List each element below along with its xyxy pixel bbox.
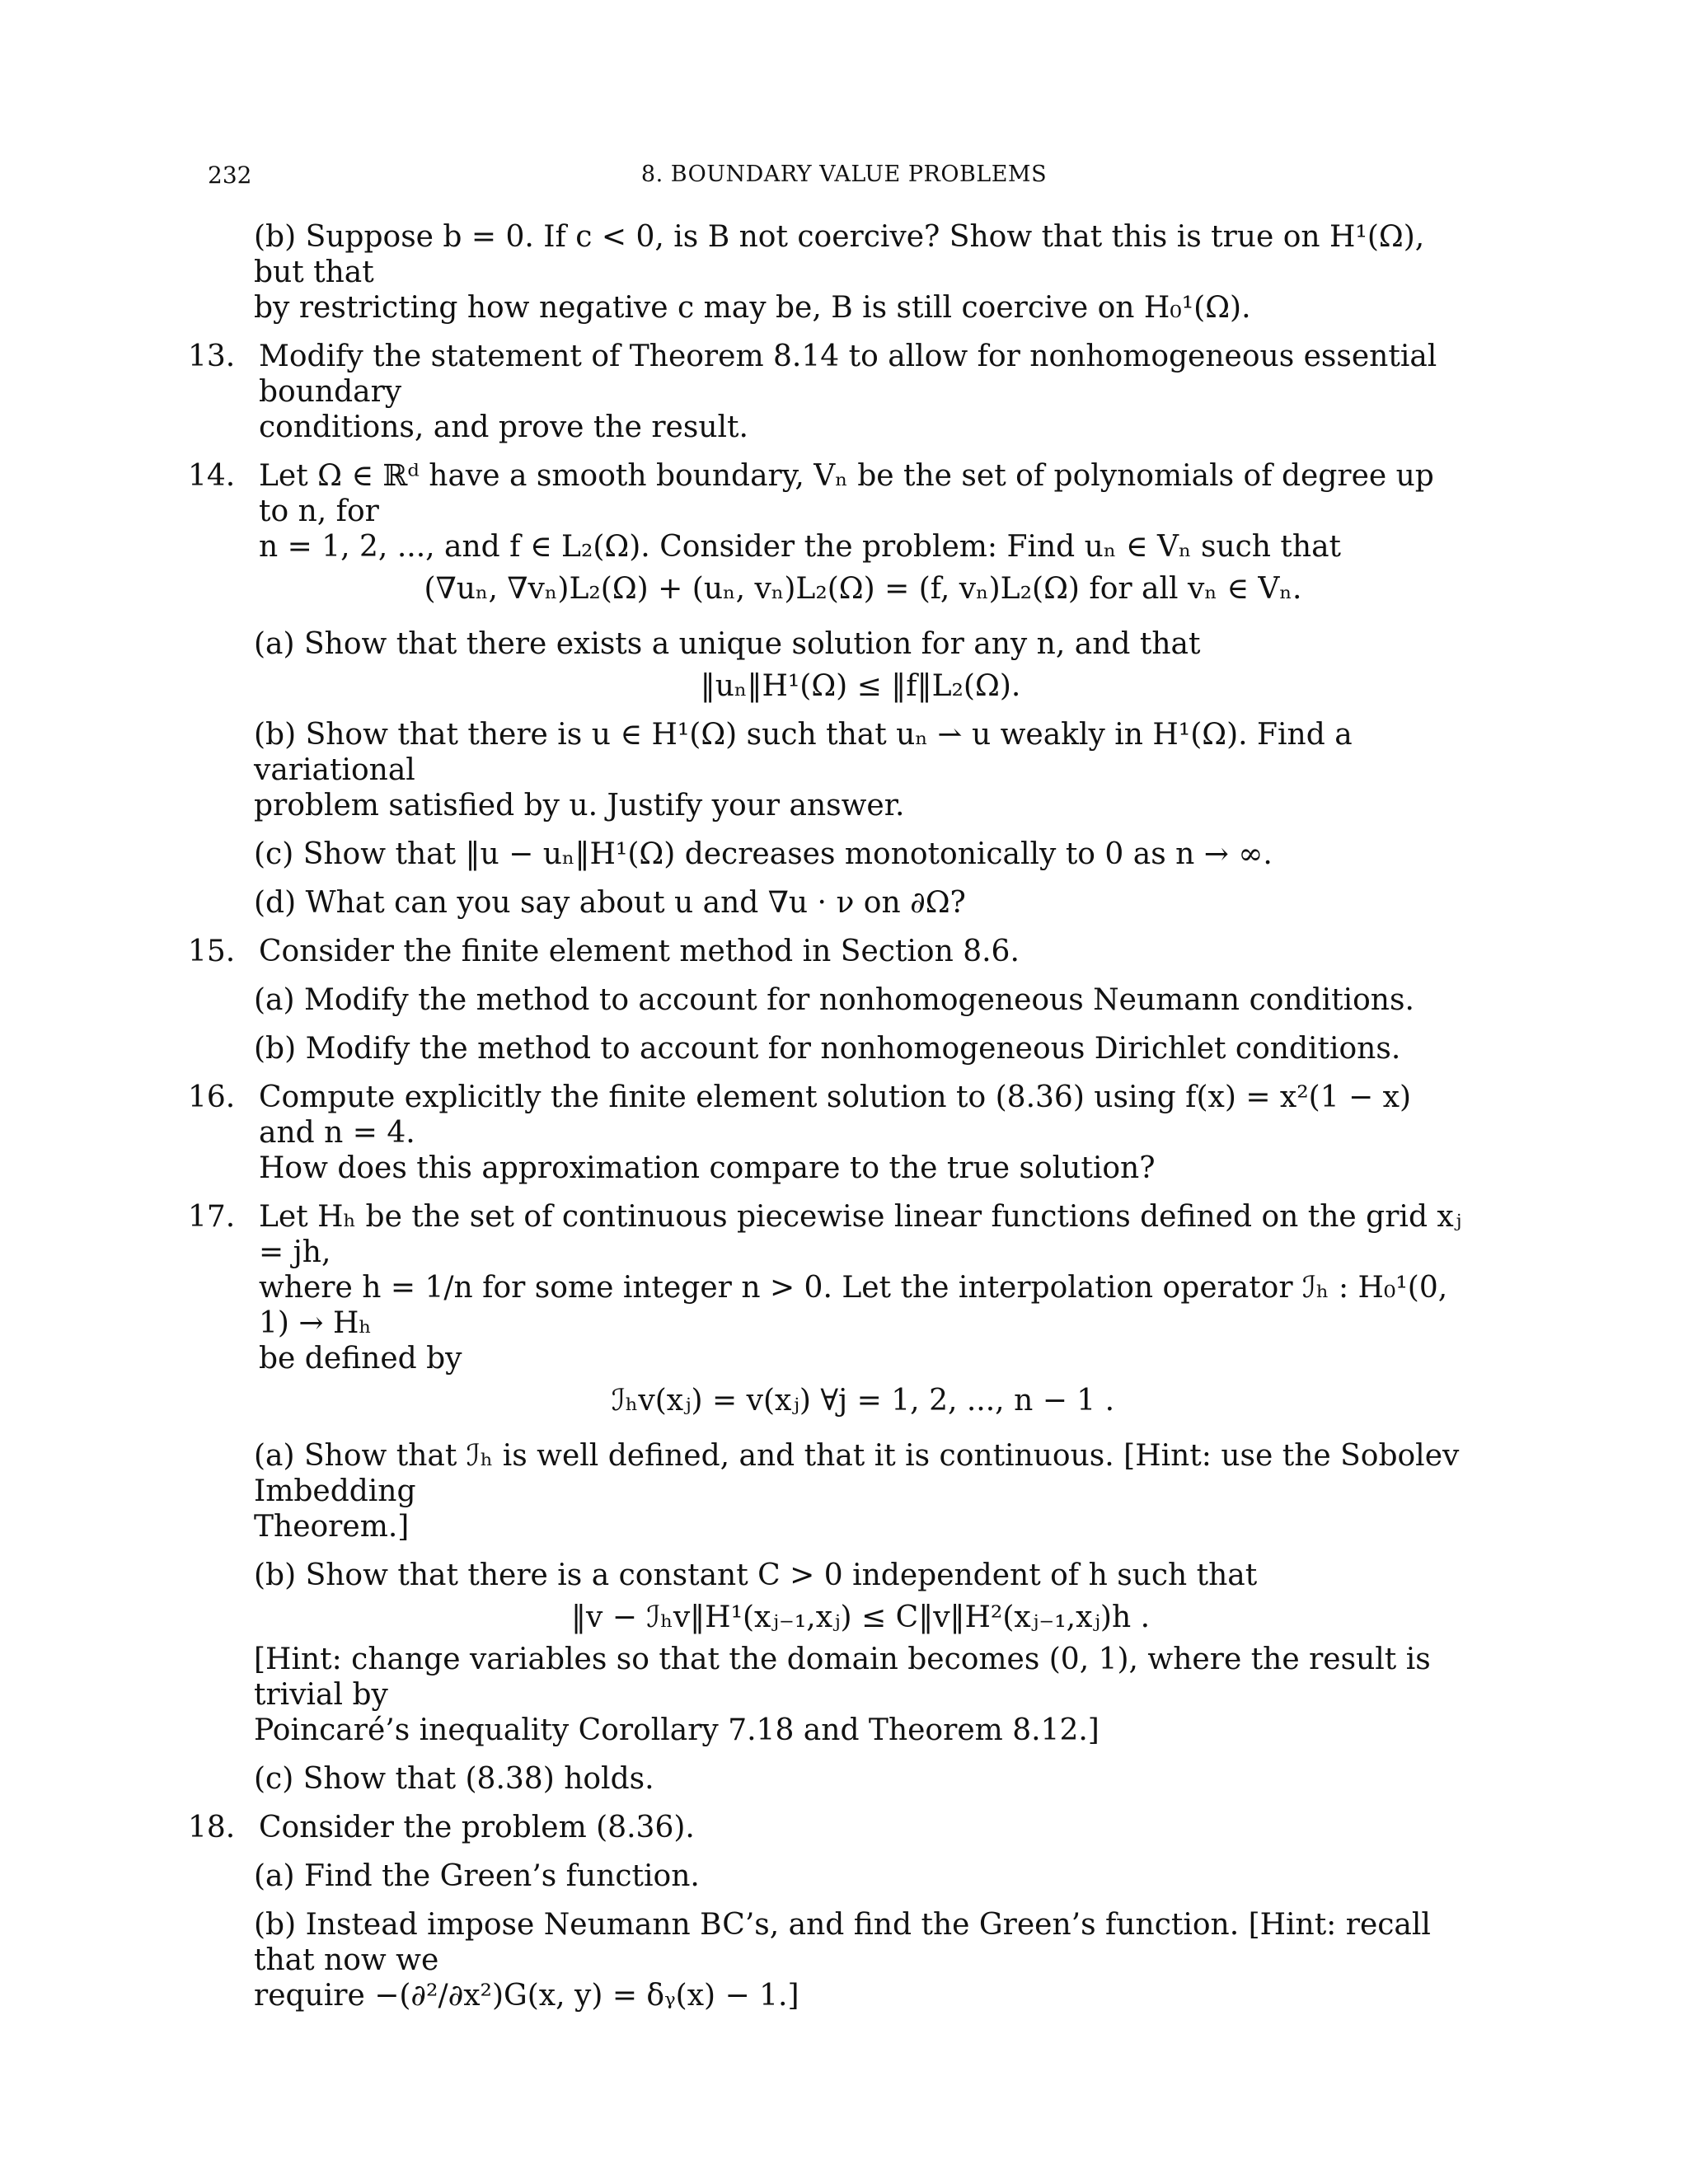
problem-17-part-a-line-1: (a) Show that ℐₕ is well defined, and that it is continuous. [Hint: use the Sobolev Imbedding: [254, 1439, 1460, 1508]
problem-13-number: 13.: [188, 340, 236, 373]
problem-17-part-c: [254, 1761, 1467, 1797]
problem-16-text: [259, 1080, 1467, 1186]
problem-14-text: [259, 458, 1467, 613]
problem-17-number: 17.: [188, 1200, 236, 1234]
problem-16: [188, 1080, 1467, 1186]
problem-15-line-1: Consider the finite element method in Section 8.6.: [259, 935, 1020, 968]
page-body: [188, 219, 1467, 2013]
problem-14-line-2: n = 1, 2, ..., and f ∈ L₂(Ω). Consider the problem: Find uₙ ∈ Vₙ such that: [259, 530, 1341, 564]
problem-18-line-1: Consider the problem (8.36).: [259, 1811, 695, 1844]
problem-16-number: 16.: [188, 1080, 236, 1114]
problem-17-line-1: Let Hₕ be the set of continuous piecewise linear functions defined on the grid xⱼ = jh,: [259, 1200, 1462, 1269]
problem-13: [188, 339, 1467, 445]
problem-18-text: [259, 1810, 1467, 1845]
problem-14-part-c-text: (c) Show that ‖u − uₙ‖H¹(Ω) decreases monotonically to 0 as n → ∞.: [254, 837, 1273, 871]
problem-14-part-d: [254, 885, 1467, 921]
problem-15-text: [259, 934, 1467, 969]
continuation-b-line-1: (b) Suppose b = 0. If c < 0, is B not coercive? Show that this is true on H¹(Ω), but that: [254, 220, 1425, 289]
problem-18-part-a-text: (a) Find the Green’s function.: [254, 1859, 700, 1893]
problem-13-line-2: conditions, and prove the result.: [259, 410, 748, 444]
page-number: 232: [208, 162, 252, 189]
problem-17-part-c-text: (c) Show that (8.38) holds.: [254, 1762, 654, 1796]
problem-13-text: [259, 339, 1467, 445]
problem-17-part-b-equation: ‖v − ℐₕv‖H¹(xⱼ₋₁,xⱼ) ≤ C‖v‖H²(xⱼ₋₁,xⱼ)h .: [570, 1601, 1151, 1634]
problem-14-part-b: [254, 717, 1467, 823]
problem-17-hint-line-2: Poincaré’s inequality Corollary 7.18 and Theorem 8.12.]: [254, 1713, 1100, 1747]
problem-17-part-b: [254, 1558, 1467, 1748]
problem-13-line-1: Modify the statement of Theorem 8.14 to allow for nonhomogeneous essential boundary: [259, 340, 1437, 409]
problem-18-part-b: [254, 1907, 1467, 2013]
problem-15-number: 15.: [188, 935, 236, 968]
problem-15-part-a-text: (a) Modify the method to account for nonhomogeneous Neumann conditions.: [254, 983, 1414, 1017]
problem-14-part-c: [254, 837, 1467, 872]
problem-14: [188, 458, 1467, 613]
problem-15-part-b-text: (b) Modify the method to account for nonhomogeneous Dirichlet conditions.: [254, 1032, 1401, 1066]
problem-18-part-b-line-2: require −(∂²/∂x²)G(x, y) = δᵧ(x) − 1.]: [254, 1979, 799, 2013]
problem-17-hint-line-1: [Hint: change variables so that the domain becomes (0, 1), where the result is trivial by: [254, 1643, 1431, 1712]
running-head: 8. BOUNDARY VALUE PROBLEMS: [640, 162, 1048, 187]
problem-14-part-a: [254, 626, 1467, 704]
problem-14-part-b-line-2: problem satisfied by u. Justify your answer.: [254, 789, 905, 823]
problem-18-part-a: [254, 1858, 1467, 1894]
problem-18: [188, 1810, 1467, 1845]
problem-14-number: 14.: [188, 459, 236, 493]
problem-16-line-2: How does this approximation compare to the true solution?: [259, 1151, 1156, 1185]
problem-17-line-2: where h = 1/n for some integer n > 0. Let the interpolation operator ℐₕ : H₀¹(0, 1) → Hₕ: [259, 1271, 1448, 1340]
problem-17-text: [259, 1199, 1467, 1425]
problem-14-part-d-text: (d) What can you say about u and ∇u · ν on ∂Ω?: [254, 886, 966, 920]
problem-14-part-a-text: (a) Show that there exists a unique solution for any n, and that: [254, 627, 1201, 661]
problem-15-part-a: [254, 982, 1467, 1018]
continuation-b-line-2: by restricting how negative c may be, B is still coercive on H₀¹(Ω).: [254, 291, 1251, 325]
problem-14-part-b-line-1: (b) Show that there is u ∈ H¹(Ω) such that uₙ ⇀ u weakly in H¹(Ω). Find a variational: [254, 718, 1353, 787]
problem-18-part-b-line-1: (b) Instead impose Neumann BC’s, and find the Green’s function. [Hint: recall that now we: [254, 1908, 1431, 1977]
problem-17-equation: ℐₕv(xⱼ) = v(xⱼ) ∀j = 1, 2, ..., n − 1 .: [611, 1384, 1115, 1418]
problem-15-part-b: [254, 1031, 1467, 1066]
problem-17-line-3: be defined by: [259, 1342, 462, 1376]
problem-14-line-1: Let Ω ∈ ℝᵈ have a smooth boundary, Vₙ be the set of polynomials of degree up to n, for: [259, 459, 1434, 528]
problem-17-part-a-line-2: Theorem.]: [254, 1510, 410, 1544]
problem-14-equation: (∇uₙ, ∇vₙ)L₂(Ω) + (uₙ, vₙ)L₂(Ω) = (f, vₙ)L₂(Ω) for all vₙ ∈ Vₙ.: [424, 572, 1302, 606]
problem-14-part-a-equation: ‖uₙ‖H¹(Ω) ≤ ‖f‖L₂(Ω).: [700, 669, 1021, 703]
problem-16-line-1: Compute explicitly the finite element solution to (8.36) using f(x) = x²(1 − x) and n = 4.: [259, 1080, 1412, 1150]
problem-17-part-b-text: (b) Show that there is a constant C > 0 independent of h such that: [254, 1558, 1258, 1592]
continuation-part-b: [254, 219, 1467, 326]
problem-15: [188, 934, 1467, 969]
problem-18-number: 18.: [188, 1811, 236, 1844]
problem-17: [188, 1199, 1467, 1425]
problem-17-part-a: [254, 1438, 1467, 1544]
